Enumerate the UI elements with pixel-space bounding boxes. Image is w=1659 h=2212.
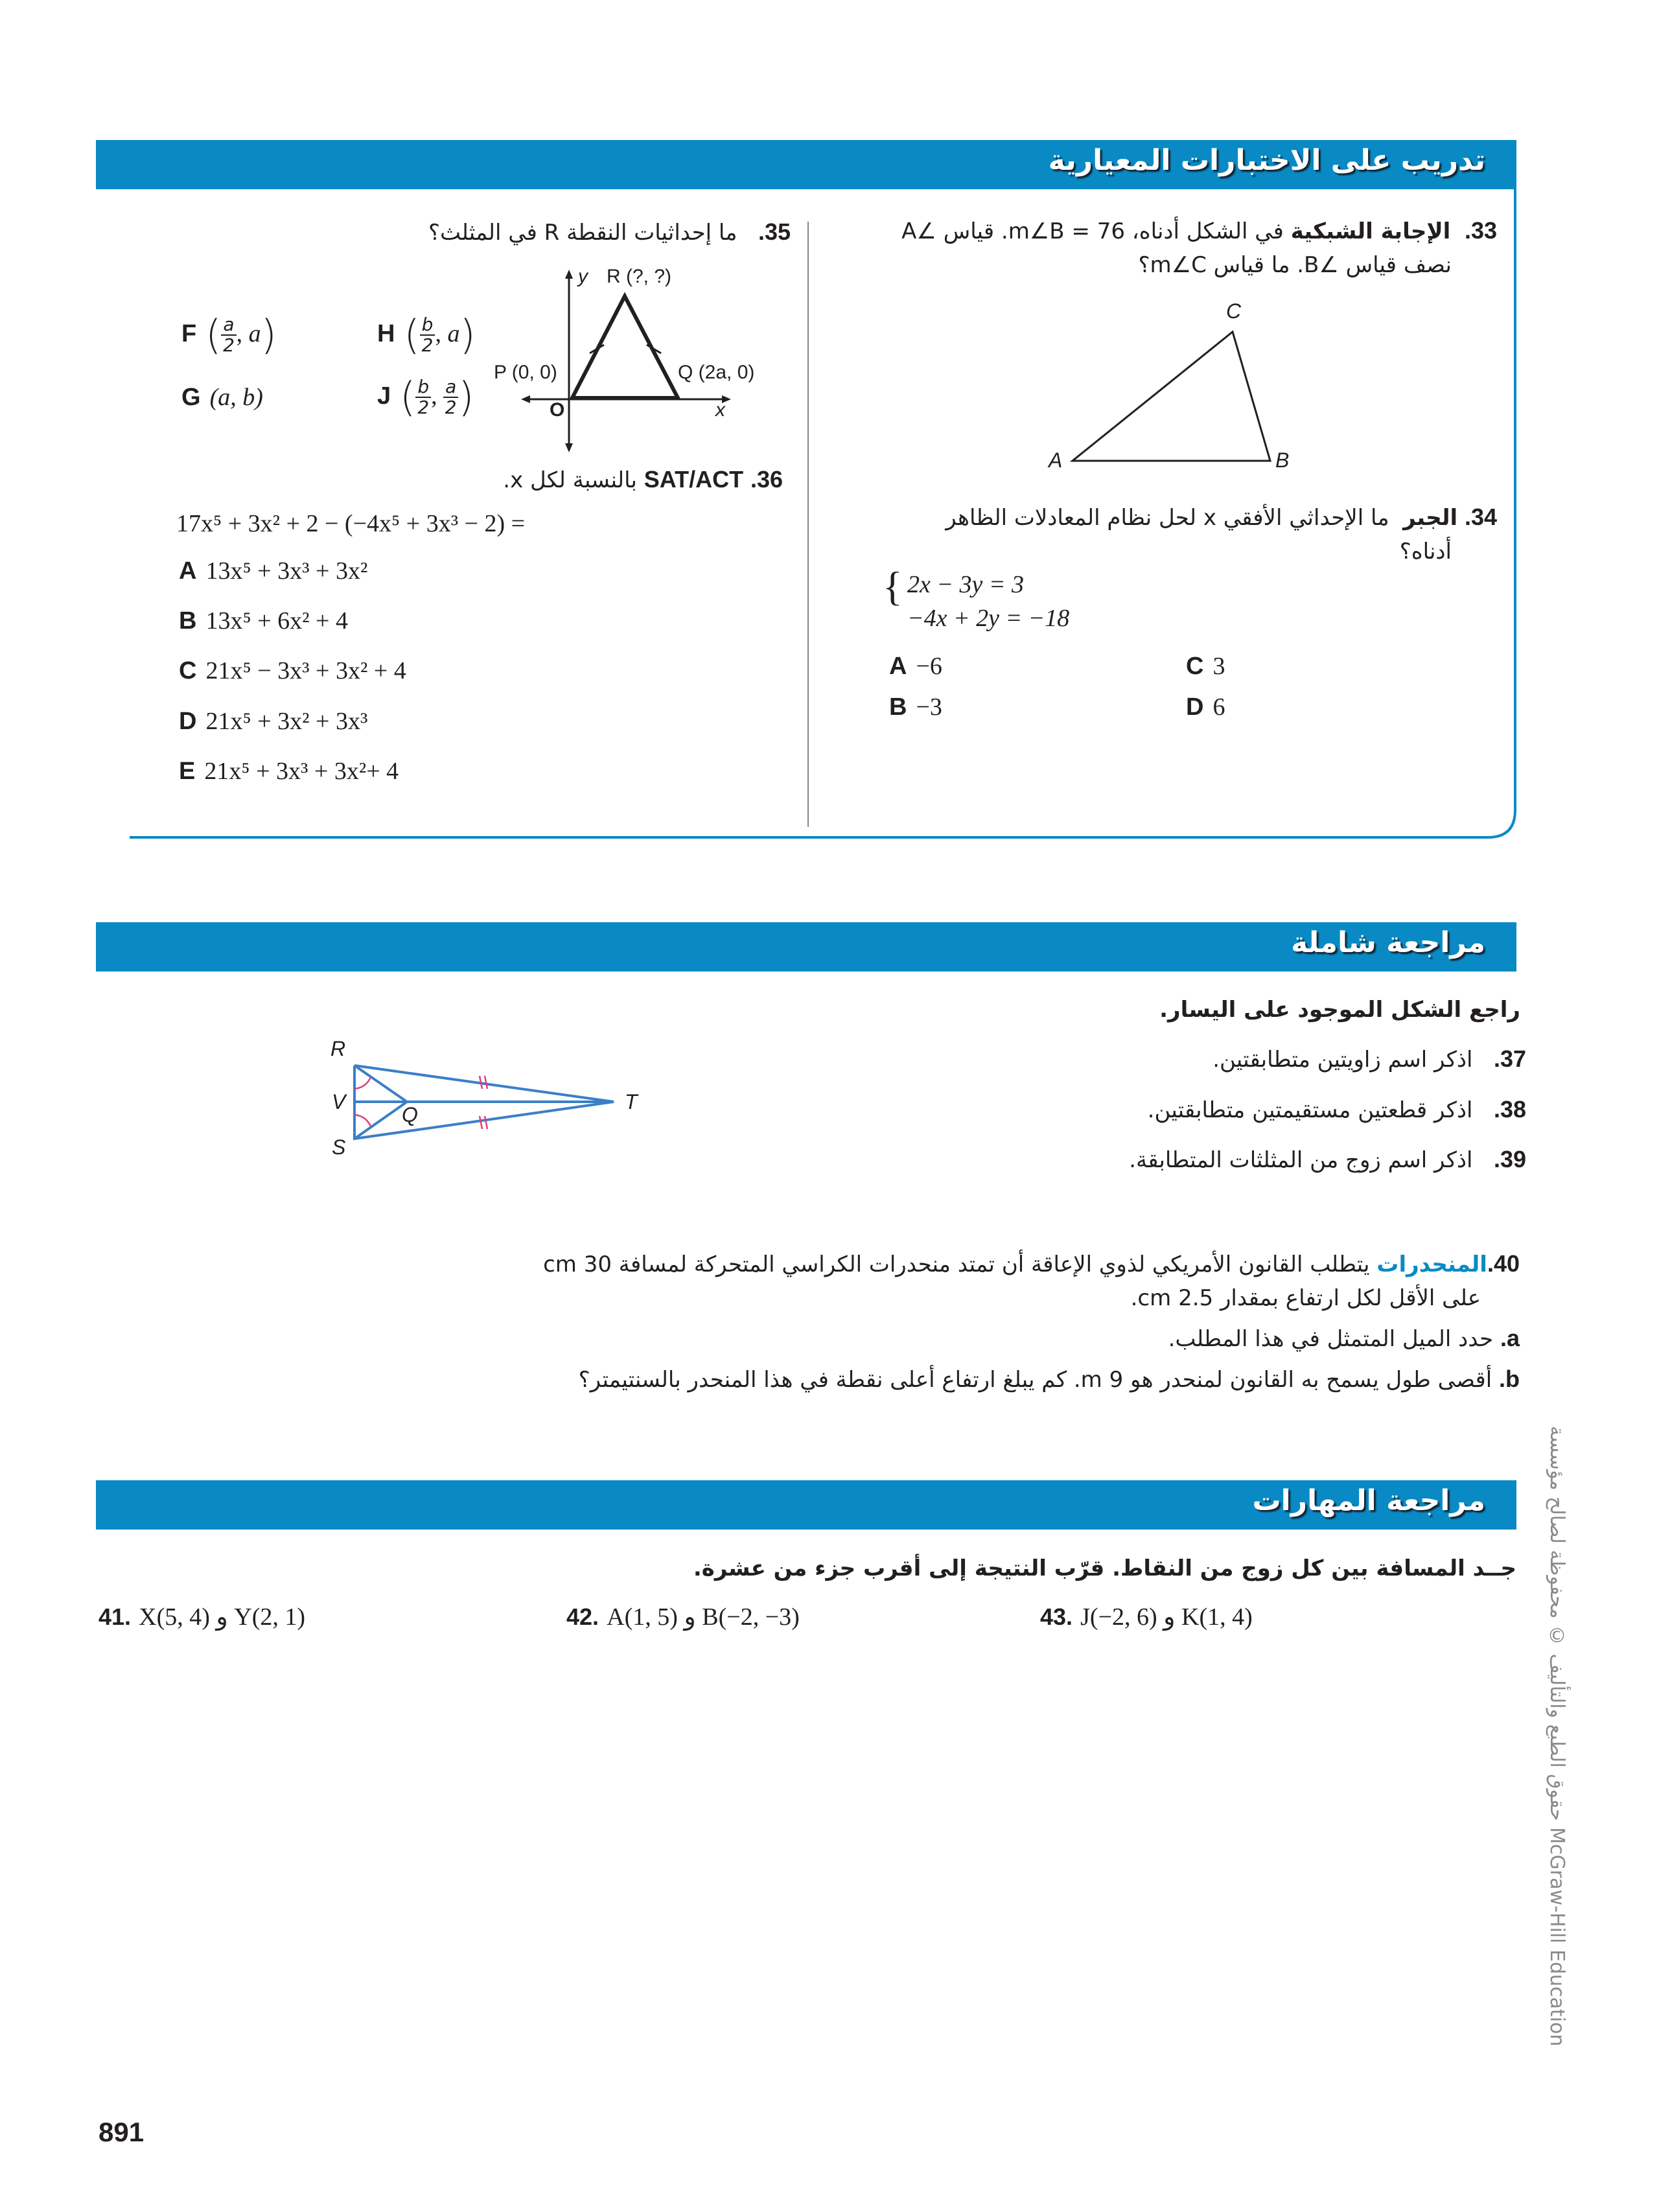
vertex-label-b: B: [1275, 448, 1290, 472]
point-q-label: Q: [402, 1103, 418, 1126]
brace: {: [883, 563, 903, 609]
section-title: تدريب على الاختبارات المعيارية: [1048, 144, 1485, 177]
point-t-label: T: [625, 1090, 638, 1113]
question-43: 43. J(−2, 6) و K(1, 4): [1040, 1603, 1253, 1631]
question-text: في الشكل أدناه، m∠B = 76. قياس ∠A: [901, 218, 1284, 244]
question-number: 34.: [1464, 504, 1497, 530]
question-42: 42. A(1, 5) و B(−2, −3): [566, 1603, 800, 1631]
section-title: مراجعة المهارات: [1252, 1484, 1485, 1517]
option-j[interactable]: J ( $\frac{b}{2}$ , $\frac{a}{2}$ ): [377, 373, 474, 421]
point-s-label: S: [332, 1135, 346, 1159]
question-text: بالنسبة لكل x.: [503, 467, 637, 493]
question-text: ما إحداثيات النقطة R في المثلث؟: [428, 220, 737, 246]
page-number: 891: [99, 2117, 145, 2147]
question-number: 36.: [750, 466, 783, 493]
coordinate-triangle-diagram: [512, 266, 739, 454]
skills-review-banner: [96, 1480, 1516, 1530]
vertex-label-a: A: [1049, 448, 1063, 472]
x-axis-label: x: [715, 399, 725, 421]
part-a: a. حدد الميل المتمثل في هذا المطلب.: [1168, 1325, 1520, 1352]
point-r-label: R: [331, 1037, 346, 1060]
question-keyword: الإجابة الشبكية: [1290, 218, 1451, 244]
option-e[interactable]: E 21x⁵ + 3x³ + 3x²+ 4: [179, 758, 399, 785]
question-35: [207, 215, 791, 250]
review-intro: راجع الشكل الموجود على اليسار.: [1159, 997, 1520, 1023]
point-v-label: V: [332, 1090, 346, 1113]
option-b[interactable]: B 13x⁵ + 6x² + 4: [179, 607, 348, 634]
point-p-label: P (0, 0): [494, 362, 557, 383]
point-q-label: Q (2a, 0): [678, 362, 755, 383]
question-keyword: SAT/ACT: [644, 466, 744, 493]
equation-system: [907, 568, 1069, 635]
question-40: 40.المنحدرات يتطلب القانون الأمريكي لذوي الإعاقة أن تمتد منحدرات الكراسي المتحركة لمسافة 30 cm على الأقل لكل ارتفاع بمقدار 2.5 cm. a. حدد الميل المتمثل في هذا المطلب. b. أقصى طول يسمح به القانون لمنحدر هو 9 m. كم يبلغ ارتفاع أعلى نقطة في هذا المنحدر بالسنتيمتر؟: [353, 1247, 1520, 1397]
question-34: [823, 500, 1497, 568]
option-g[interactable]: G (a, b): [181, 384, 263, 411]
option-a[interactable]: A −6: [889, 653, 942, 680]
y-axis-label: y: [578, 266, 588, 287]
question-number: 33.: [1464, 217, 1497, 244]
option-d[interactable]: D 6: [1186, 693, 1225, 721]
question-33: [823, 214, 1497, 282]
question-text: ما الإحداثي الأفقي x لحل نظام المعادلات الظاهر: [946, 505, 1389, 531]
vertex-label-c: C: [1226, 299, 1242, 323]
question-text: يتطلب القانون الأمريكي لذوي الإعاقة أن تمتد منحدرات الكراسي المتحركة لمسافة 30 cm: [543, 1252, 1370, 1277]
option-c[interactable]: C 21x⁵ − 3x³ + 3x² + 4: [179, 657, 406, 684]
point-r-label: R (?, ?): [607, 266, 672, 287]
option-h[interactable]: H ( $\frac{b}{2}$ , a): [377, 311, 476, 358]
question-36: [200, 463, 783, 497]
option-c[interactable]: C 3: [1186, 653, 1225, 680]
skills-instruction: جــد المسافة بين كل زوج من النقاط. قرّب النتيجة إلى أقرب جزء من عشرة.: [693, 1555, 1516, 1581]
origin-label: O: [550, 399, 565, 421]
question-text-line2: على الأقل لكل ارتفاع بمقدار 2.5 cm.: [1130, 1285, 1481, 1311]
equation-1: 2x − 3y = 3: [907, 571, 1025, 598]
question-keyword: المنحدرات: [1376, 1252, 1487, 1277]
option-f[interactable]: F ( $\frac{a}{2}$ , a): [181, 311, 277, 358]
question-text-line2: نصف قياس ∠B. ما قياس m∠C؟: [1138, 252, 1452, 278]
expression: 17x⁵ + 3x² + 2 − (−4x⁵ + 3x³ − 2) =: [176, 510, 526, 537]
question-37: 37. اذكر اسم زاويتين متطابقتين.: [1212, 1045, 1526, 1073]
part-b: b. أقصى طول يسمح به القانون لمنحدر هو 9 m. كم يبلغ ارتفاع أعلى نقطة في هذا المنحدر بالسنتيمتر؟: [578, 1366, 1520, 1393]
kite-diagram: [337, 1050, 635, 1160]
spiral-review-banner: [96, 922, 1516, 972]
copyright-notice: حقوق الطبع والتأليف © محفوظة لصالح مؤسسة McGraw-Hill Education: [1546, 1426, 1568, 2047]
question-text-line2: أدناه؟: [1399, 539, 1452, 565]
triangle-abc-diagram: [1037, 305, 1309, 486]
equation-2: −4x + 2y = −18: [907, 605, 1070, 632]
question-39: 39. اذكر اسم زوج من المثلثات المتطابقة.: [1129, 1146, 1526, 1173]
section-title: مراجعة شاملة: [1291, 926, 1485, 959]
option-d[interactable]: D 21x⁵ + 3x² + 3x³: [179, 708, 368, 735]
question-keyword: الجبر: [1403, 505, 1458, 531]
question-number: 35.: [758, 218, 791, 245]
question-38: 38. اذكر قطعتين مستقيمتين متطابقتين.: [1147, 1096, 1526, 1123]
option-b[interactable]: B −3: [889, 693, 942, 721]
question-41: 41. X(5, 4) و Y(2, 1): [99, 1603, 306, 1631]
option-a[interactable]: A 13x⁵ + 3x³ + 3x²: [179, 557, 368, 585]
